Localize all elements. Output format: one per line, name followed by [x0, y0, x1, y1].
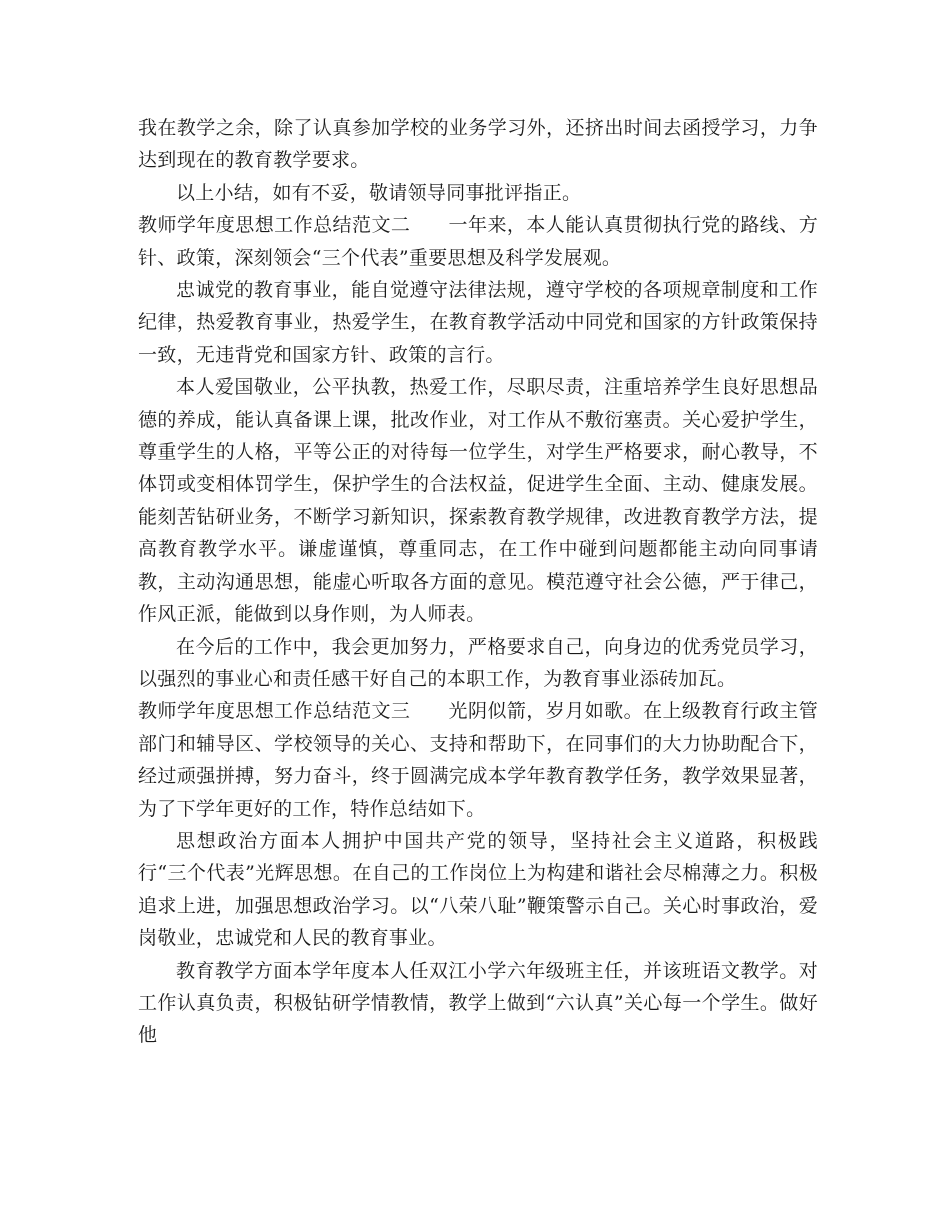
section-two-heading: 教师学年度思想工作总结范文二: [138, 214, 411, 237]
paragraph-2: 以上小结，如有不妥，敬请领导同事批评指正。: [176, 181, 582, 204]
section-three-intro: 光阴似箭，岁月如歌。在上级教育行政主管部门和辅导区、学校领导的关心、支持和帮助下，在同事们的大力协助配合下，经过顽强拼搏，努力奋斗，终于圆满完成本学年教育教学任务，教学效果显著，为了下学年更好的工作，特作总结如下。: [138, 700, 819, 820]
section-three-paragraph: [138, 695, 818, 825]
paragraph-8: 思想政治方面本人拥护中国共产党的领导，坚持社会主义道路，积极践行“三个代表”光辉思想。在自己的工作岗位上为构建和谐社会尽棉薄之力。积极追求上进，加强思想政治学习。以“八荣八耻”鞭策警示自己。关心时事政治，爱岗敬业，忠诚党和人民的教育事业。: [138, 829, 818, 950]
document-page: [138, 112, 818, 1052]
section-three-heading: 教师学年度思想工作总结范文三: [138, 700, 411, 723]
paragraph-9: 教育教学方面本学年度本人任双江小学六年级班主任，并该班语文教学。对工作认真负责，积极钻研学情教情，教学上做到“六认真”关心每一个学生。做好他: [138, 959, 818, 1047]
section-two-intro: 一年来，本人能认真贯彻执行党的路线、方针、政策，深刻领会“三个代表”重要思想及科学发展观。: [138, 214, 819, 269]
paragraph-4: 忠诚党的教育事业，能自觉遵守法律法规，遵守学校的各项规章制度和工作纪律，热爱教育事业，热爱学生，在教育教学活动中同党和国家的方针政策保持一致，无违背党和国家方针、政策的言行。: [138, 279, 818, 366]
section-two-paragraph: [138, 209, 818, 274]
paragraph-5: 本人爱国敬业，公平执教，热爱工作，尽职尽责，注重培养学生良好思想品德的养成，能认真备课上课，批改作业，对工作从不敷衍塞责。关心爱护学生，尊重学生的人格，平等公正的对待每一位学生，对学生严格要求，耐心教导，不体罚或变相体罚学生，保护学生的合法权益，促进学生全面、主动、健康发展。能刻苦钻研业务，不断学习新知识，探索教育教学规律，改进教育教学方法，提高教育教学水平。谦虚谨慎，尊重同志，在工作中碰到问题都能主动向同事请教，主动沟通思想，能虚心听取各方面的意见。模范遵守社会公德，严于律己，作风正派，能做到以身作则，为人师表。: [138, 376, 818, 626]
paragraph-6: 在今后的工作中，我会更加努力，严格要求自己，向身边的优秀党员学习，以强烈的事业心和责任感干好自己的本职工作，为教育事业添砖加瓦。: [138, 635, 818, 690]
paragraph-1: 我在教学之余，除了认真参加学校的业务学习外，还挤出时间去函授学习，力争达到现在的教育教学要求。: [138, 117, 818, 172]
